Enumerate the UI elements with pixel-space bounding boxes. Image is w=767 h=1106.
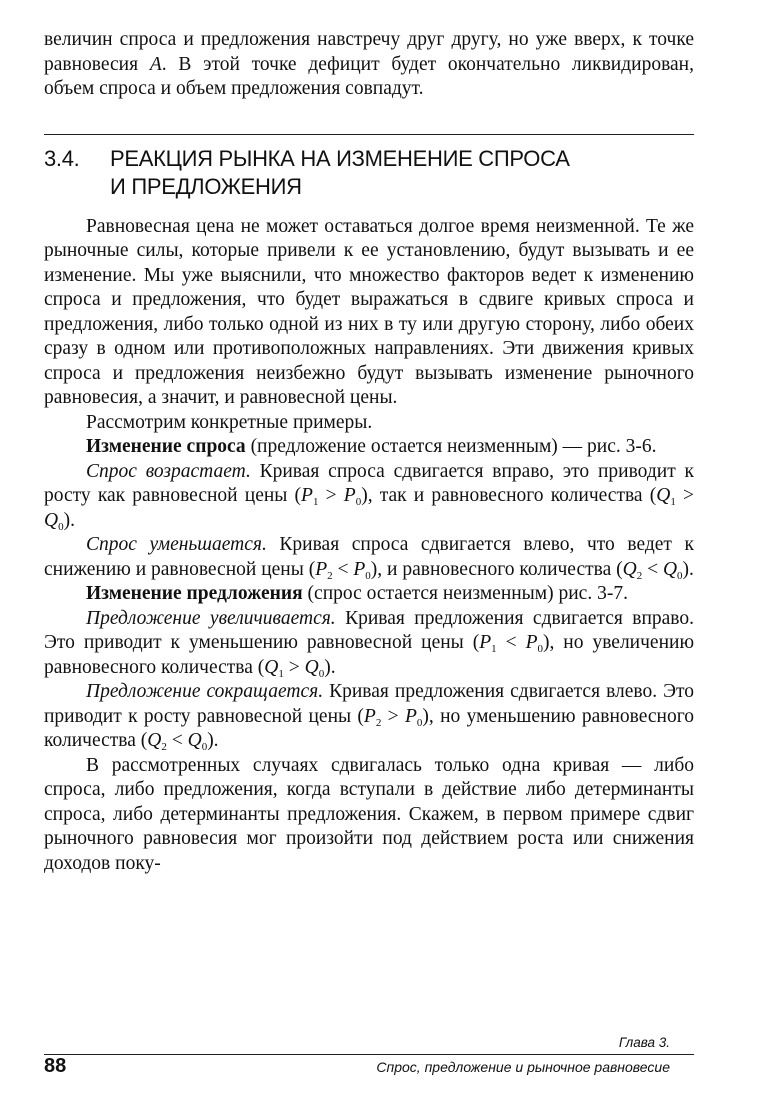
- chapter-label: Глава 3.: [618, 1035, 670, 1050]
- page-number: 88: [44, 1055, 67, 1077]
- paragraph-conclusion: В рассмотренных случаях сдвигалась только одна кривая — либо спроса, либо предложения, когда вступали в действие либо детерминанты спроса, либо детерминанты предложения. Скажем, в первом примере сдвиг рыночного равновесия мог произойти под действием роста или снижения доходов поку-: [44, 754, 694, 874]
- section-number: 3.4.: [44, 145, 80, 171]
- supply-increase-paragraph: Предложение увеличивается. Кривая предложения сдвигается вправо. Это приводит к уменьшению равновесной цены $(P_1 < P_0)$, но увеличению равновесного количества $(Q_1 > Q_0)$.: [44, 607, 695, 680]
- section-title-line2: И ПРЕДЛОЖЕНИЯ: [110, 173, 302, 199]
- section-heading: [44, 145, 694, 201]
- paragraph-examples: Рассмотрим конкретные примеры.: [86, 411, 373, 433]
- supply-decrease-paragraph: Предложение сокращается. Кривая предложения сдвигается влево. Это приводит к росту равновесной цены $(P_2 > P_0)$, но уменьшению равновесного количества $(Q_2 < Q_0)$.: [44, 681, 695, 753]
- paragraph-equilibrium: Равновесная цена не может оставаться долгое время неизменной. Те же рыночные силы, которые привели к ее установлению, будут вызывать и ее изменение. Мы уже выяснили, что множество факторов ведет к изменению спроса и предложения, что будет выражаться в сдвиге кривых спроса и предложения, либо только одной из них в ту или другую сторону, либо обеих сразу в одном или противоположных направлениях. Эти движения кривых спроса и предложения неизбежно будут вызывать изменение рыночного равновесия, а значит, и равновесной цены.: [44, 215, 694, 408]
- demand-increase-paragraph: Спрос возрастает. Кривая спроса сдвигается вправо, это приводит к росту как равновесной цены $(P_1 > P_0)$, так и равновесного количества $(Q_1 > Q_0)$.: [44, 460, 694, 533]
- running-title: Спрос, предложение и рыночное равновесие: [376, 1059, 670, 1075]
- supply-change-heading: Изменение предложения (спрос остается неизменным) рис. 3-7.: [86, 583, 628, 604]
- page-footer: [44, 1034, 694, 1078]
- demand-change-heading: Изменение спроса (предложение остается неизменным) — рис. 3-6.: [86, 436, 657, 457]
- section-title-line1: РЕАКЦИЯ РЫНКА НА ИЗМЕНЕНИЕ СПРОСА: [110, 145, 570, 171]
- demand-decrease-paragraph: Спрос уменьшается. Кривая спроса сдвигается влево, что ведет к снижению и равновесной цены $(P_2 < P_0)$, и равновесного количества $(Q_2 < Q_0)$.: [44, 534, 694, 582]
- point-label: A: [149, 53, 162, 75]
- page-body: [44, 28, 694, 876]
- intro-paragraph: величин спроса и предложения навстречу друг другу, но уже вверх, к точке равновесия A. В этой точке дефицит будет окончательно ликвидирован, объем спроса и объем предложения совпадут.: [44, 29, 694, 99]
